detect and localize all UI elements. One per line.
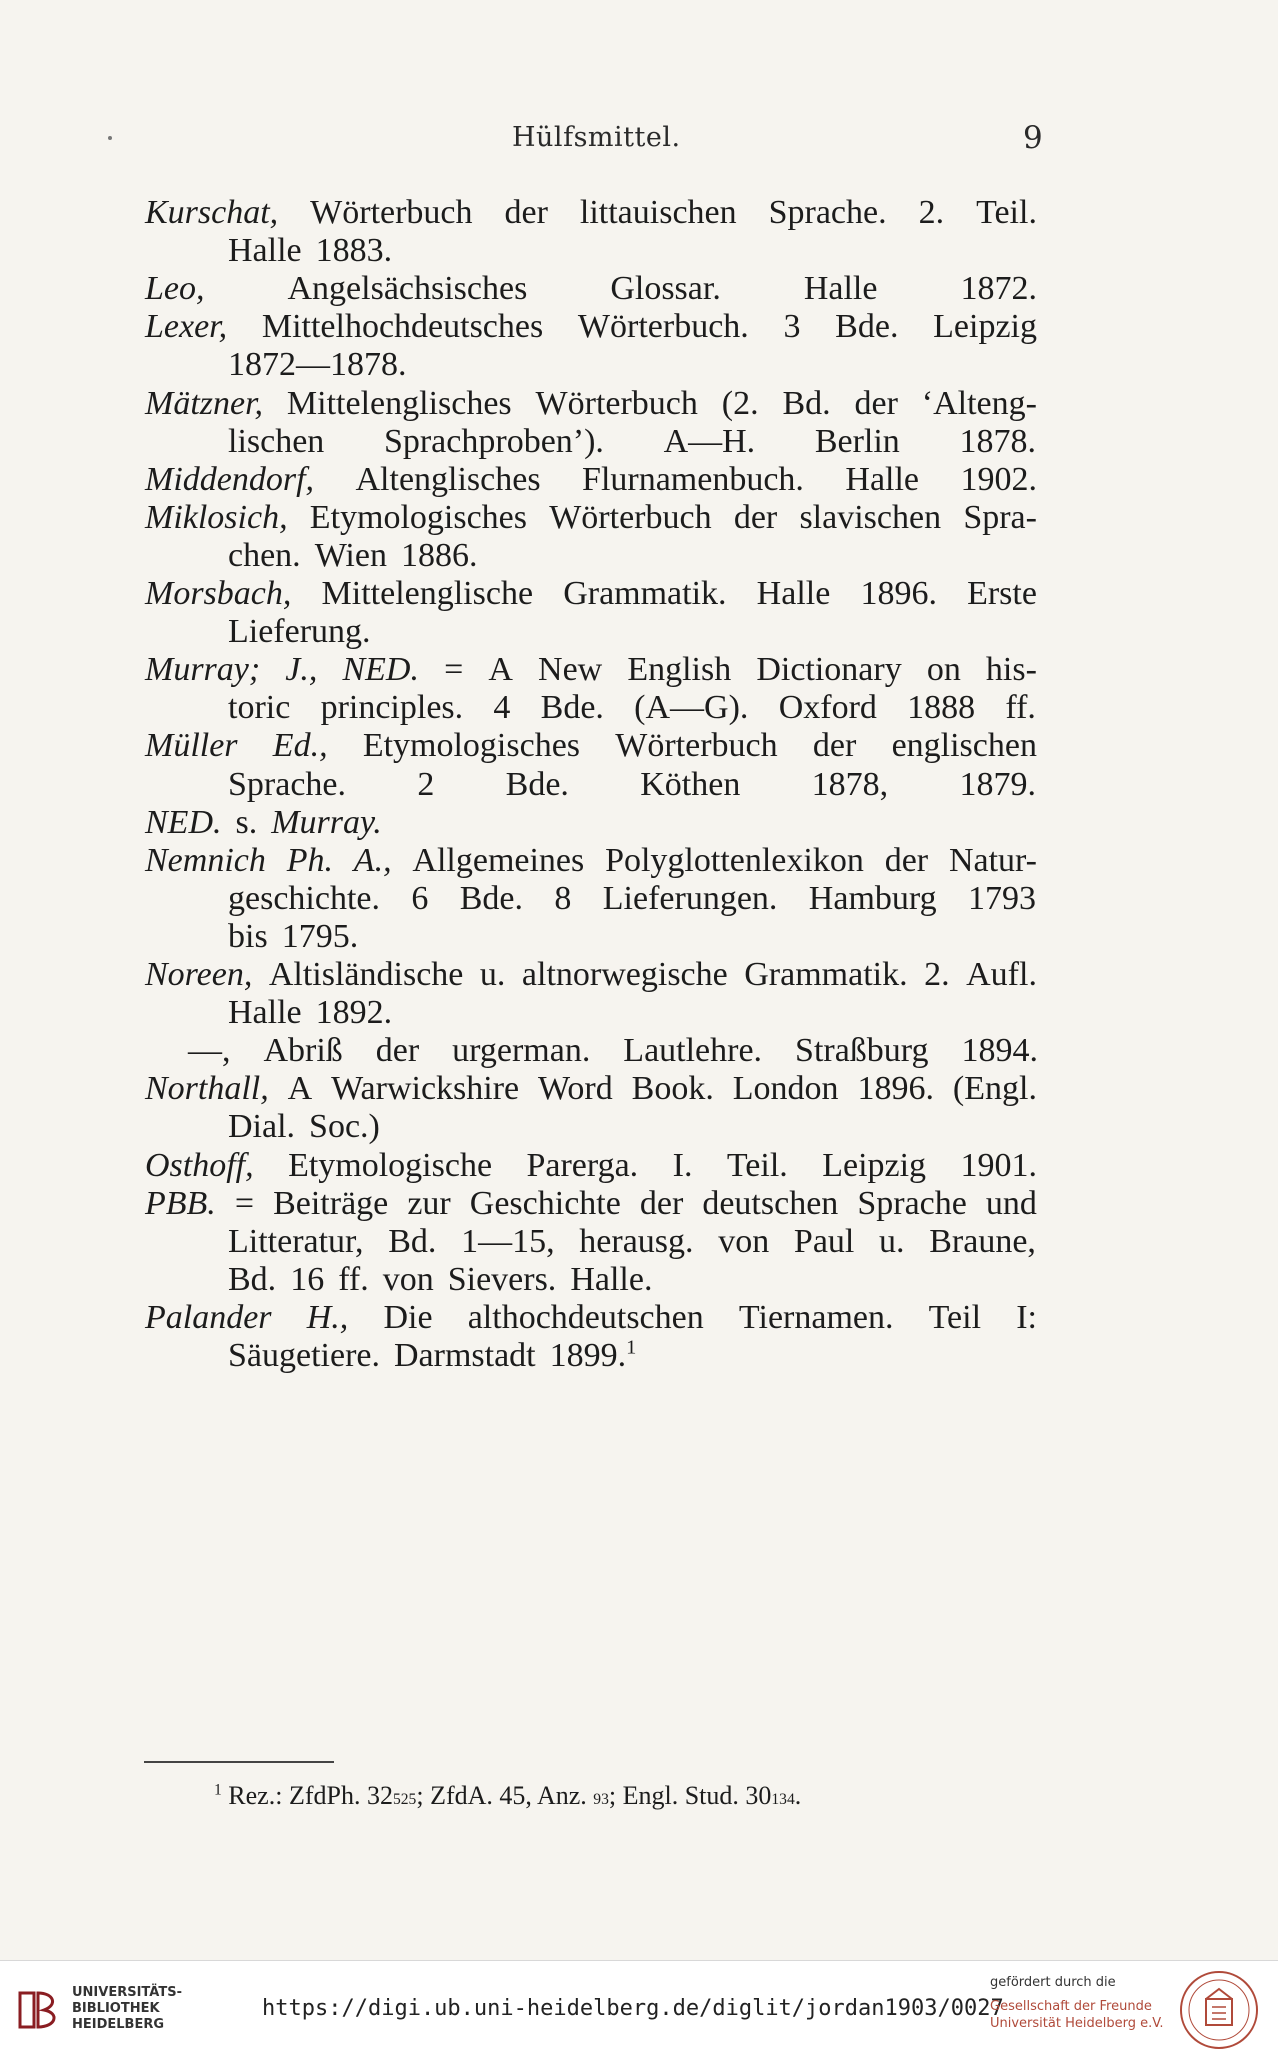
entry-word: deutschen: [702, 1184, 839, 1222]
entry-word: Warwickshire: [331, 1070, 520, 1108]
author-word: Palander: [145, 1298, 272, 1336]
entry-word: Erste: [967, 575, 1037, 612]
entry-word: der: [504, 194, 548, 231]
entry-word: bis: [228, 917, 268, 955]
entry-word: littauischen: [579, 194, 737, 231]
entry-word: Wörterbuch: [615, 727, 778, 765]
entry-word: Wien: [314, 536, 387, 574]
entry-word: (Engl.: [952, 1070, 1037, 1108]
entry-word: Grammatik.: [744, 956, 908, 993]
entry-word: Sievers.: [447, 1260, 557, 1298]
author-word: Müller: [145, 727, 238, 765]
entry-word: Soc.): [309, 1108, 380, 1146]
entry-word: Spra-: [963, 498, 1037, 536]
author-word: J.,: [285, 651, 318, 689]
entry-word: his-: [985, 651, 1037, 689]
entry-word: =: [234, 1184, 255, 1222]
entry-word: 1878.: [959, 422, 1036, 460]
entry-word: Mittelhochdeutsches: [261, 308, 544, 346]
library-line: BIBLIOTHEK: [72, 2001, 160, 2016]
entry-word: Flurnamenbuch.: [582, 460, 804, 498]
author-word: Murray.: [271, 803, 382, 841]
entry-word: Altisländische: [268, 956, 464, 993]
entry-word: 1795.: [281, 917, 359, 955]
author-word: Murray;: [145, 651, 261, 689]
entry-word: Bde.: [540, 689, 604, 727]
entry-word: lischen: [228, 422, 325, 460]
sponsor-lead: gefördert durch die: [990, 1975, 1116, 1990]
library-name: [72, 1985, 182, 2033]
entry-word: I:: [1016, 1298, 1037, 1336]
sponsor-org-line: Gesellschaft der Freunde: [990, 1999, 1152, 2014]
entry-word: Lieferung.: [228, 613, 371, 651]
author-word: Miklosich,: [145, 498, 288, 536]
entry-word: Litteratur,: [228, 1222, 364, 1260]
entry-word: Dictionary: [756, 651, 902, 689]
entry-word: Säugetiere.: [228, 1337, 380, 1374]
entry-word: der: [375, 1032, 420, 1070]
entry-word: Book.: [631, 1070, 714, 1108]
entry-word: Etymologisches: [309, 498, 527, 536]
entry-word: (2.: [721, 384, 759, 422]
entry-word: ‘Alteng-: [921, 384, 1037, 422]
entry-word: Allgemeines: [412, 841, 585, 879]
entry-word: Grammatik.: [563, 575, 727, 612]
footnote-text-c: ; Engl. Stud. 30: [608, 1781, 772, 1810]
author-word: A.,: [353, 841, 392, 879]
entry-word: —,: [188, 1032, 231, 1070]
entry-word: herausg.: [579, 1222, 694, 1260]
entry-word: Berlin: [814, 422, 900, 460]
entry-word: Bd.: [228, 1260, 277, 1298]
entry-word: Polyglottenlexikon: [605, 841, 864, 879]
entry-word: Wörterbuch.: [577, 308, 749, 346]
entry-word: 6: [411, 879, 429, 917]
entry-word: althochdeutschen: [467, 1298, 704, 1336]
entry-word: s.: [235, 803, 258, 841]
entry-word: englischen: [891, 727, 1037, 765]
entry-word: 1883.: [315, 232, 393, 270]
entry-word: 1872.: [960, 270, 1037, 308]
page-number: 9: [1023, 120, 1043, 156]
entry-word: Mittelenglische: [321, 575, 534, 612]
entry-word: London: [732, 1070, 839, 1108]
entry-word: Darmstadt: [394, 1337, 536, 1374]
entry-word: Sprache.: [768, 194, 887, 231]
author-word: PBB.: [145, 1184, 216, 1222]
entry-word: Wörterbuch: [535, 384, 698, 422]
entry-word: 1793: [967, 879, 1036, 917]
entry-word: u.: [479, 956, 506, 993]
entry-word: 3: [783, 308, 801, 346]
entry-word: 1878,: [811, 765, 889, 803]
entry-word: toric: [228, 689, 291, 727]
entry-word: principles.: [320, 689, 464, 727]
entry-word: English: [627, 651, 732, 689]
entry-word: Aufl.: [966, 956, 1037, 993]
sponsor-block: [990, 1975, 1164, 2032]
entry-word: 1892.: [315, 994, 393, 1032]
author-word: Leo,: [145, 270, 205, 308]
entry-word: geschichte.: [228, 879, 380, 917]
entry-word: Lautlehre.: [623, 1032, 763, 1070]
entry-word: Halle: [845, 460, 920, 498]
entry-word: der: [854, 384, 898, 422]
entry-word: 2.: [924, 956, 950, 993]
entry-word: u.: [879, 1222, 905, 1260]
entry-word: 8: [554, 879, 572, 917]
entry-word: 1888: [907, 689, 976, 727]
entry-word: 2.: [918, 194, 945, 231]
entry-word: (A—G).: [634, 689, 749, 727]
entry-word: Lieferungen.: [602, 879, 778, 917]
page-header: [0, 122, 1278, 162]
entry-word: chen.: [228, 536, 301, 574]
footnote-sub-c: 134: [771, 1791, 795, 1808]
entry-word: A—H.: [663, 422, 756, 460]
entry-word: 1902.: [960, 460, 1037, 498]
entry-word: =: [444, 651, 464, 689]
entry-word: urgerman.: [452, 1032, 591, 1070]
entry-word: von: [718, 1222, 770, 1260]
entry-word: Tiernamen.: [738, 1298, 894, 1336]
entry-word: 1901.: [960, 1146, 1037, 1184]
footnote-mark: 1: [214, 1781, 222, 1799]
author-word: NED.: [145, 803, 222, 841]
author-word: NED.: [342, 651, 419, 689]
entry-word: 1872—1878.: [228, 346, 407, 384]
author-word: Mätzner,: [145, 384, 264, 422]
entry-word: zur: [407, 1184, 451, 1222]
author-word: Kurschat,: [145, 194, 279, 231]
author-word: Ed.,: [272, 727, 328, 765]
entry-word: Glossar.: [610, 270, 721, 308]
entry-word: 16: [290, 1260, 325, 1298]
entry-word: Braune,: [929, 1222, 1036, 1260]
footnote: [214, 1776, 801, 1816]
entry-word: Paul: [793, 1222, 855, 1260]
footnote-text-b: ; ZfdA. 45, Anz.: [416, 1781, 587, 1810]
entry-word: altnorwegische: [521, 956, 728, 993]
entry-word: Leipzig: [822, 1146, 927, 1184]
entry-word: Sprachproben’).: [383, 422, 604, 460]
entry-continuation-line: [228, 1331, 1036, 1381]
entry-word: Geschichte: [469, 1184, 621, 1222]
entry-word: A: [488, 651, 513, 689]
footnote-sub-a: 525: [392, 1791, 417, 1808]
entry-word: Halle: [756, 575, 831, 612]
entry-word: und: [985, 1184, 1037, 1222]
entry-word: Sprache: [857, 1184, 967, 1222]
entry-word: A: [287, 1070, 313, 1108]
entry-word: Altenglisches: [355, 460, 541, 498]
entry-word: 1879.: [959, 765, 1036, 803]
entry-word: 1886.: [400, 536, 478, 574]
entry-word: Hamburg: [808, 879, 937, 917]
entry-word: Leipzig: [933, 308, 1037, 346]
entry-word: Word: [538, 1070, 613, 1108]
author-word: Middendorf,: [145, 460, 315, 498]
entry-word: Halle: [803, 270, 878, 308]
entry-word: der: [639, 1184, 684, 1222]
entry-word: von: [382, 1260, 434, 1298]
author-word: Morsbach,: [145, 575, 292, 612]
library-logo-icon: [14, 1985, 64, 2035]
entry-word: Straßburg: [795, 1032, 929, 1070]
entry-word: New: [538, 651, 603, 689]
entry-word: Abriß: [263, 1032, 343, 1070]
entry-word: Parerga.: [526, 1146, 639, 1184]
entry-word: Beiträge: [273, 1184, 389, 1222]
society-seal-icon: [1178, 1969, 1260, 2051]
sponsor-org-line: Universität Heidelberg e.V.: [990, 2016, 1164, 2031]
entry-word: Teil.: [726, 1146, 788, 1184]
running-head: Hülfsmittel.: [512, 122, 681, 153]
entry-word: 4: [493, 689, 511, 727]
entry-word: der: [884, 841, 929, 879]
entry-word: Bd.: [388, 1222, 437, 1260]
entry-word: Angelsächsisches: [287, 270, 528, 308]
speck-mark: [108, 136, 112, 140]
entry-word: Halle: [228, 232, 302, 270]
entry-word: Etymologische: [288, 1146, 493, 1184]
author-word: Nemnich: [145, 841, 266, 879]
entry-word: ff.: [1005, 689, 1036, 727]
footnote-rule: [144, 1761, 334, 1763]
entry-word: 1899.$^1$: [549, 1336, 637, 1374]
author-word: Osthoff,: [145, 1146, 254, 1184]
author-word: Northall,: [145, 1070, 269, 1108]
entry-word: Bde.: [505, 765, 569, 803]
entry-word: Mittelenglisches: [286, 384, 512, 422]
author-word: Lexer,: [145, 308, 228, 346]
entry-word: Die: [383, 1298, 433, 1336]
entry-word: Halle.: [570, 1260, 653, 1298]
entry-word: Bd.: [782, 384, 831, 422]
entry-word: der: [733, 498, 778, 536]
entry-word: 1894.: [961, 1032, 1038, 1070]
entry-word: Wörterbuch: [310, 194, 473, 231]
entry-word: I.: [672, 1146, 693, 1184]
entry-word: on: [926, 651, 961, 689]
entry-word: Teil.: [976, 194, 1037, 231]
entry-word: 1896.: [860, 575, 937, 612]
footnote-ref: 1: [626, 1336, 637, 1359]
entry-word: ff.: [338, 1260, 369, 1298]
author-word: Ph.: [286, 841, 333, 879]
library-line: UNIVERSITÄTS-: [72, 1985, 182, 2000]
entry-word: 2: [417, 765, 435, 803]
entry-word: Halle: [228, 994, 302, 1032]
entry-word: Teil: [928, 1298, 982, 1336]
viewer-footer: [0, 1960, 1278, 2058]
library-line: HEIDELBERG: [72, 2017, 165, 2032]
entry-word: Bde.: [459, 879, 524, 917]
entry-word: Dial.: [228, 1108, 296, 1146]
author-word: Noreen,: [145, 956, 253, 993]
author-word: H.,: [306, 1298, 349, 1336]
entry-word: Wörterbuch: [549, 498, 712, 536]
entry-word: Oxford: [778, 689, 877, 727]
entry-word: slavischen: [799, 498, 942, 536]
entry-word: 1896.: [857, 1070, 934, 1108]
entry-word: Natur-: [948, 841, 1037, 879]
entry-word: Etymologisches: [362, 727, 581, 765]
entry-word: Bde.: [835, 308, 899, 346]
footnote-text-a: Rez.: ZfdPh. 32: [228, 1781, 393, 1810]
entry-word: Köthen: [640, 765, 741, 803]
footnote-text-d: .: [794, 1781, 802, 1810]
entry-word: der: [812, 727, 857, 765]
entry-word: 1—15,: [461, 1222, 555, 1260]
entry-word: Sprache.: [228, 765, 347, 803]
footnote-sub-b: 93: [593, 1791, 609, 1808]
permalink-link[interactable]: https://digi.ub.uni-heidelberg.de/diglit/jordan1903/0027: [262, 1996, 1004, 2021]
